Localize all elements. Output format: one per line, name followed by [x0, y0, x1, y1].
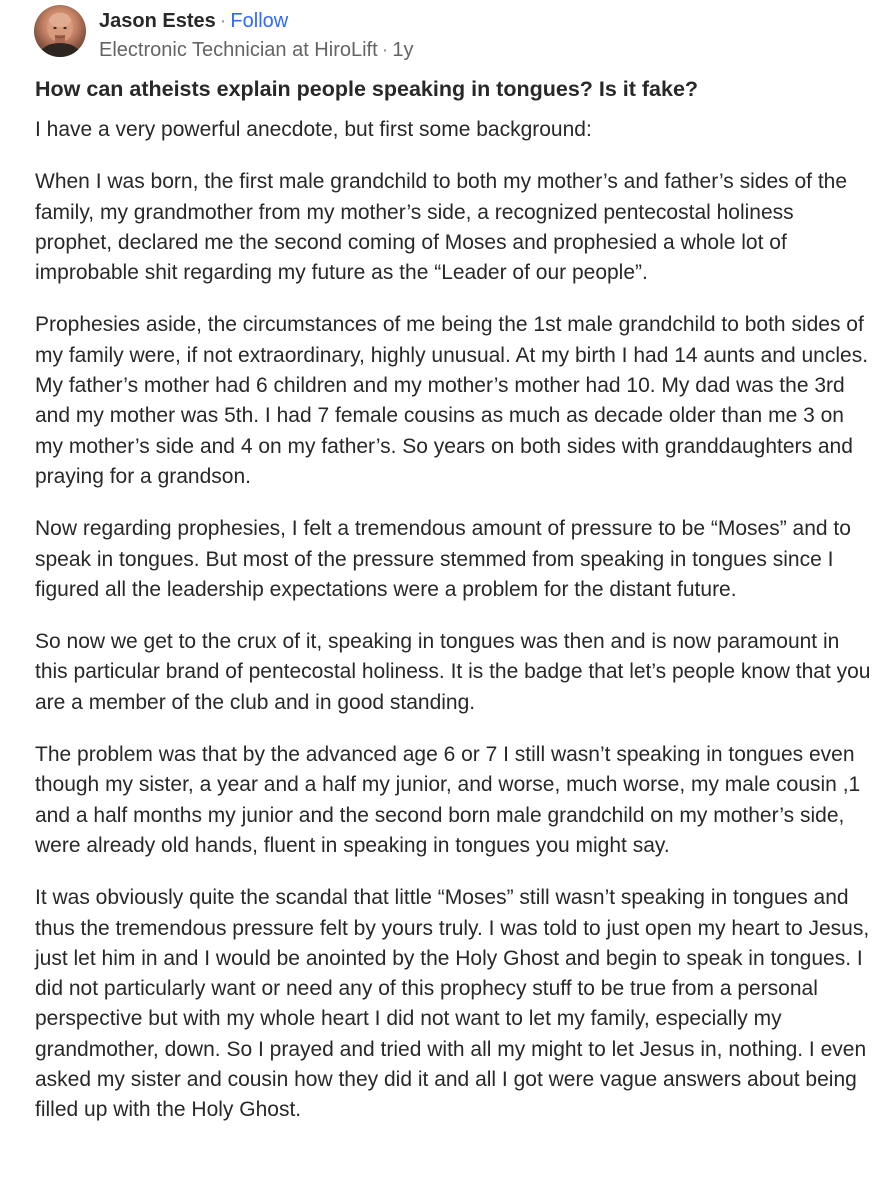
answer-paragraph: So now we get to the crux of it, speaking in tongues was then and is now paramount in this particular brand of pentecostal holiness. It is the badge that let’s people know that you are a member of the club and in good standing.	[35, 630, 871, 714]
answer-paragraph: It was obviously quite the scandal that little “Moses” still wasn’t speaking in tongues and thus the tremendous pressure felt by yours truly. I was told to just open my heart to Jesus, just let him in and I would be anointed by the Holy Ghost and begin to speak in tongues. I did not particularly want or need any of this prophecy stuff to be true from a personal perspective but with my whole heart I did not want to let my family, especially my grandmother, down. So I prayed and tried with all my might to let Jesus in, nothing. I even asked my sister and cousin how they did it and all I got were vague answers about being filled up with the Holy Ghost.	[35, 886, 870, 1122]
answer-paragraph: Prophesies aside, the circumstances of me being the 1st male grandchild to both sides of my family were, if not extraordinary, highly unusual. At my birth I had 14 aunts and uncles. My father’s mother had 6 children and my mother’s mother had 10. My dad was the 3rd and my mother was 5th. I had 7 female cousins as much as decade older than me 3 on my mother’s side and 4 on my father’s. So years on both sides with granddaughters and praying for a grandson.	[35, 313, 869, 488]
author-line	[99, 9, 288, 33]
follow-link[interactable]: Follow	[230, 10, 289, 32]
question-title[interactable]: How can atheists explain people speaking in tongues? Is it fake?	[35, 77, 699, 101]
author-credential-line	[99, 38, 413, 62]
separator-dot: ·	[219, 10, 227, 32]
time-separator-dot: ·	[381, 39, 389, 61]
author-name[interactable]: Jason Estes	[99, 10, 216, 32]
answer-paragraph: The problem was that by the advanced age 6 or 7 I still wasn’t speaking in tongues even though my sister, a year and a half my junior, and worse, much worse, my male cousin ,1 and a half months my junior and the second born male grandchild on my mother’s side, were already old hands, fluent in speaking in tongues you might say.	[35, 743, 861, 857]
author-avatar[interactable]	[34, 5, 86, 57]
post-timestamp[interactable]: 1y	[392, 39, 414, 61]
author-credential[interactable]: Electronic Technician at HiroLift	[99, 39, 378, 61]
answer-paragraph: When I was born, the first male grandchild to both my mother’s and father’s sides of the family, my grandmother from my mother’s side, a recognized pentecostal holiness prophet, declared me the second coming of Moses and prophesied a whole lot of improbable shit regarding my future as the “Leader of our people”.	[35, 170, 848, 285]
answer-body	[35, 115, 875, 1148]
answer-paragraph: I have a very powerful anecdote, but first some background:	[35, 118, 592, 141]
post-header	[34, 5, 854, 61]
answer-paragraph: Now regarding prophesies, I felt a tremendous amount of pressure to be “Moses” and to speak in tongues. But most of the pressure stemmed from speaking in tongues since I figured all the leadership expectations were a problem for the distant future.	[35, 517, 851, 601]
